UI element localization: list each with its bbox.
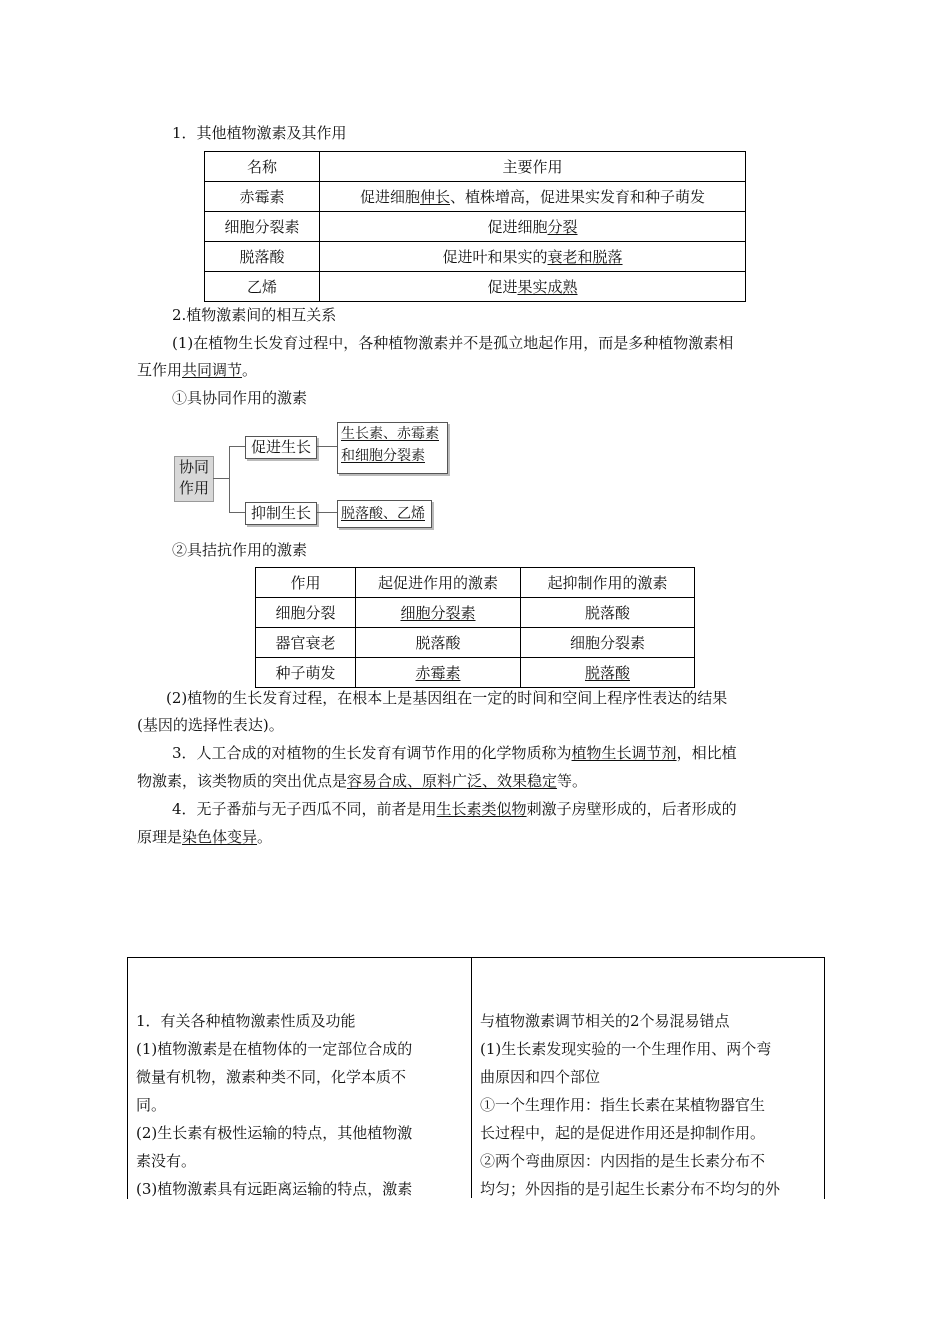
branch-inhibit-growth: 抑制生长 [245,502,317,525]
section2-heading: 2.植物激素间的相互关系 [172,306,337,324]
table-row [205,242,746,272]
table-row [205,212,746,242]
left-line: 微量有机物，激素种类不同，化学本质不 [136,1068,407,1086]
left-line: (3)植物激素具有远距离运输的特点，激素 [136,1180,413,1198]
header-cell: 起促进作用的激素 [356,568,521,598]
left-line: 1．有关各种植物激素性质及功能 [136,1012,356,1030]
section1-heading: 1．其他植物激素及其作用 [172,124,347,142]
section2-p2-line1: (2)植物的生长发育过程，在根本上是基因组在一定的时间和空间上程序性表达的结果 [166,689,728,707]
row-name: 细胞分裂素 [205,212,320,242]
row-name: 细胞分裂 [256,598,356,628]
right-line: 长过程中，起的是促进作用还是抑制作用。 [480,1124,766,1142]
section2-p1-line2: 互作用共同调节。 [137,361,258,379]
connector [229,446,245,447]
leaf-synergy-inhibit: 脱落酸、乙烯 [337,500,432,528]
summary-left-column [136,1007,412,1203]
section4-line2: 原理是染色体变异。 [137,828,273,846]
row-inhibit: 脱落酸 [521,658,695,688]
row-name: 种子萌发 [256,658,356,688]
connector [213,478,229,479]
diagram-root: 协同 作用 [174,456,214,502]
leaf-synergy-growth: 生长素、赤霉素 和细胞分裂素 [337,422,448,474]
row-inhibit: 脱落酸 [521,598,695,628]
row-promote: 脱落酸 [356,628,521,658]
right-line: ①一个生理作用：指生长素在某植物器官生 [480,1096,766,1114]
table-row [256,598,695,628]
table-row [256,628,695,658]
header-cell: 作用 [256,568,356,598]
row-inhibit: 细胞分裂素 [521,628,695,658]
row-function: 促进细胞分裂 [320,212,746,242]
header-cell: 起抑制作用的激素 [521,568,695,598]
connector [229,512,245,513]
table-row [256,658,695,688]
left-line: (1)植物激素是在植物体的一定部位合成的 [136,1040,413,1058]
antagonism-table [255,567,695,688]
header-function: 主要作用 [320,152,746,182]
right-line: 曲原因和四个部位 [480,1068,601,1086]
table-row [205,272,746,302]
row-name: 脱落酸 [205,242,320,272]
synergy-diagram [174,416,454,536]
connector [317,446,337,447]
branch-promote-growth: 促进生长 [245,436,317,459]
header-name: 名称 [205,152,320,182]
section2-p1-line1: (1)在植物生长发育过程中，各种植物激素并不是孤立地起作用，而是多种植物激素相 [172,334,734,352]
row-promote: 细胞分裂素 [356,598,521,628]
section4-line1: 4．无子番茄与无子西瓜不同，前者是用生长素类似物刺激子房壁形成的，后者形成的 [172,800,737,818]
left-line: (2)生长素有极性运输的特点，其他植物激 [136,1124,413,1142]
section3-line2: 物激素，该类物质的突出优点是容易合成、原料广泛、效果稳定等。 [137,772,588,790]
connector [229,446,230,512]
table-header-row [205,152,746,182]
section2-p2-line2: (基因的选择性表达)。 [137,716,284,734]
right-line: 与植物激素调节相关的2个易混易错点 [480,1012,730,1030]
right-line: 均匀；外因指的是引起生长素分布不均匀的外 [480,1180,781,1198]
row-function: 促进果实成熟 [320,272,746,302]
left-line: 素没有。 [136,1152,197,1170]
summary-right-column [480,1007,780,1203]
row-promote: 赤霉素 [356,658,521,688]
row-function: 促进叶和果实的衰老和脱落 [320,242,746,272]
table-header-row [256,568,695,598]
connector [317,512,337,513]
right-line: (1)生长素发现实验的一个生理作用、两个弯 [480,1040,772,1058]
summary-divider [471,957,472,1198]
right-line: ②两个弯曲原因：内因指的是生长素分布不 [480,1152,766,1170]
antagonism-subheading: ②具拮抗作用的激素 [172,541,308,559]
row-name: 乙烯 [205,272,320,302]
row-function: 促进细胞伸长、植株增高，促进果实发育和种子萌发 [320,182,746,212]
hormone-function-table [204,151,746,302]
table-row [205,182,746,212]
row-name: 器官衰老 [256,628,356,658]
section3-line1: 3．人工合成的对植物的生长发育有调节作用的化学物质称为植物生长调节剂，相比植 [172,744,737,762]
left-line: 同。 [136,1096,167,1114]
row-name: 赤霉素 [205,182,320,212]
synergy-subheading: ①具协同作用的激素 [172,389,308,407]
